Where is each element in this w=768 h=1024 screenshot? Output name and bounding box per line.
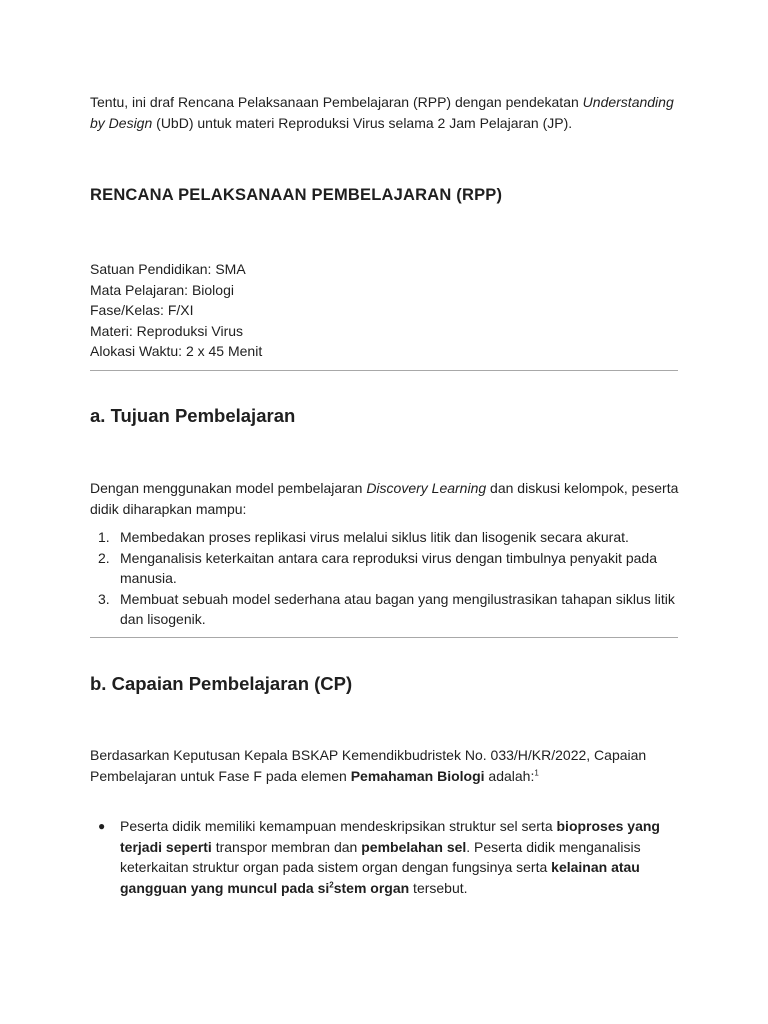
bullet-icon: ● — [98, 819, 106, 833]
list-number: 1. — [98, 529, 110, 545]
bullet-text: . Peserta didik menganalisis keterkaitan struktur organ pada sistem organ dengan fungsinya serta — [120, 838, 641, 875]
identity-block — [90, 259, 680, 362]
section-b-lead — [90, 745, 680, 787]
section-a-lead — [90, 478, 680, 520]
identity-time: Alokasi Waktu: 2 x 45 Menit — [90, 343, 263, 359]
footnote-marker[interactable]: 2 — [329, 879, 334, 889]
section-b-lead-bold: Pemahaman Biologi — [350, 768, 485, 784]
list-number: 2. — [98, 549, 110, 566]
footnote-marker[interactable]: 1 — [534, 768, 539, 778]
list-item — [90, 548, 680, 589]
section-a-lead-italic: Discovery Learning — [366, 480, 487, 496]
divider — [90, 637, 678, 638]
list-item — [90, 816, 680, 898]
intro-paragraph — [90, 92, 680, 134]
list-item — [90, 527, 680, 548]
section-a-lead-text: Dengan menggunakan model pembelajaran — [90, 480, 367, 496]
bullet-bold: pembelahan sel — [361, 838, 467, 855]
identity-school: Satuan Pendidikan: SMA — [90, 261, 246, 277]
section-b-lead-text: Berdasarkan Keputusan Kepala BSKAP Kemendikbudristek No. 033/H/KR/2022, Capaian Pembelajaran untuk Fase F pada elemen — [90, 747, 647, 784]
intro-text-end: (UbD) untuk materi Reproduksi Virus selama 2 Jam Pelajaran (JP). — [152, 115, 573, 131]
cp-bullet-list — [90, 816, 680, 898]
list-item — [90, 589, 680, 630]
section-a-lead-end: dan diskusi kelompok, peserta didik diharapkan mampu: — [90, 480, 679, 517]
divider — [90, 370, 678, 371]
intro-text: Tentu, ini draf Rencana Pelaksanaan Pembelajaran (RPP) dengan pendekatan — [90, 94, 583, 110]
identity-subject: Mata Pelajaran: Biologi — [90, 281, 234, 298]
bullet-text: transpor membran dan — [211, 838, 362, 855]
bullet-text: tersebut. — [409, 879, 468, 896]
page-title: RENCANA PELAKSANAAN PEMBELAJARAN (RPP) — [90, 186, 503, 204]
bullet-bold-part: kelainan atau gangguan yang muncul pada si — [120, 859, 640, 896]
list-number: 3. — [98, 590, 110, 607]
section-a-heading: a. Tujuan Pembelajaran — [90, 405, 296, 426]
list-text: Membuat sebuah model sederhana atau bagan yang mengilustrasikan tahapan siklus litik dan lisogenik. — [120, 590, 675, 627]
objectives-list — [90, 527, 680, 630]
section-b-lead-end: adalah: — [484, 768, 535, 784]
list-text: Menganalisis keterkaitan antara cara reproduksi virus dengan timbulnya penyakit pada manusia. — [120, 549, 657, 586]
identity-material: Materi: Reproduksi Virus — [90, 322, 244, 339]
bullet-text: Peserta didik memiliki kemampuan mendeskripsikan struktur sel serta — [120, 818, 557, 834]
section-b-heading: b. Capaian Pembelajaran (CP) — [90, 673, 353, 694]
bullet-bold-part: stem organ — [333, 879, 410, 896]
list-text: Membedakan proses replikasi virus melalui siklus litik dan lisogenik secara akurat. — [120, 529, 629, 545]
intro-italic: Understanding by Design — [90, 94, 674, 131]
identity-phase: Fase/Kelas: F/XI — [90, 302, 194, 318]
bullet-bold: bioproses yang terjadi seperti — [120, 818, 660, 855]
